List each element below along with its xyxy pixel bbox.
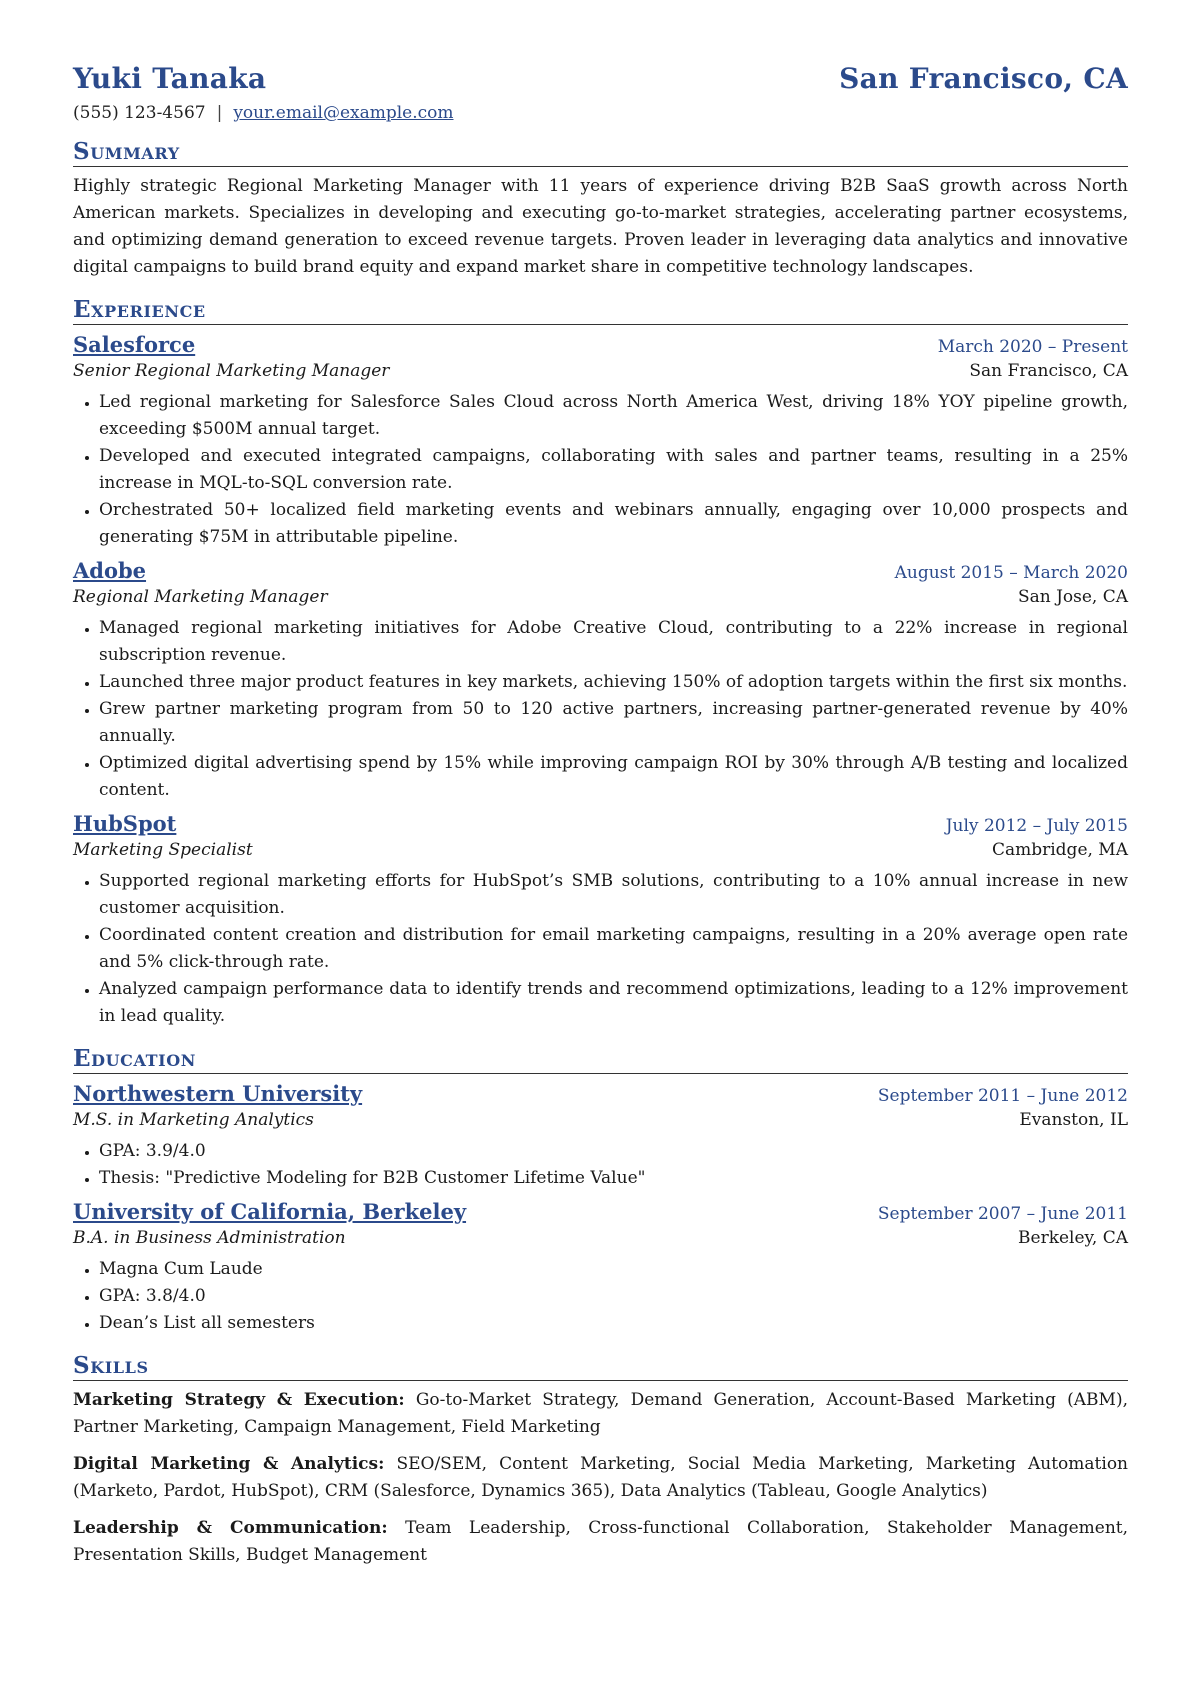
experience-entry — [73, 558, 1128, 804]
education-entry — [73, 1081, 1128, 1192]
experience-bullet: • Supported regional marketing efforts for HubSpot’s SMB solutions, contributing to a 10% annual increase in new customer acquisition. — [99, 868, 1128, 922]
experience-org-link[interactable]: HubSpot — [73, 811, 177, 836]
experience-bullet: • Orchestrated 50+ localized field marketing events and webinars annually, engaging over 10,000 prospects and generating $75M in attributable pipeline. — [99, 497, 1128, 551]
experience-bullet: • Optimized digital advertising spend by 15% while improving campaign ROI by 30% through A/B testing and localized content. — [99, 750, 1128, 804]
section-title-skills: Skills — [73, 1353, 1128, 1381]
education-location: Berkeley, CA — [1018, 1228, 1128, 1248]
experience-bullet: • Developed and executed integrated campaigns, collaborating with sales and partner teams, resulting in a 25% increase in MQL-to-SQL conversion rate. — [99, 443, 1128, 497]
experience-bullet-list — [73, 868, 1128, 1030]
skills-list — [73, 1387, 1128, 1569]
skill-value: Team Leadership, Cross-functional Collaboration, Stakeholder Management, Presentation Skills, Budget Management — [73, 1518, 1129, 1565]
experience-entry — [73, 811, 1128, 1030]
experience-bullet: • Grew partner marketing program from 50 to 120 active partners, increasing partner-generated revenue by 40% annually. — [99, 696, 1128, 750]
experience-location: Cambridge, MA — [991, 840, 1128, 860]
section-title-experience: Experience — [73, 297, 1128, 325]
education-dates: September 2011 – June 2012 — [877, 1086, 1128, 1106]
experience-bullet: • Managed regional marketing initiatives for Adobe Creative Cloud, contributing to a 22% increase in regional subscription revenue. — [99, 615, 1128, 669]
skill-value: Go-to-Market Strategy, Demand Generation, Account-Based Marketing (ABM), Partner Marketing, Campaign Management, Field Marketing — [73, 1390, 1128, 1437]
phone-number: (555) 123-4567 — [73, 103, 206, 123]
experience-entry — [73, 332, 1128, 551]
experience-location: San Francisco, CA — [969, 361, 1128, 381]
candidate-name: Yuki Tanaka — [73, 62, 267, 95]
education-location: Evanston, IL — [1019, 1110, 1128, 1130]
contact-line — [73, 103, 1128, 123]
experience-entry-subheader — [73, 587, 1128, 607]
experience-bullet: • Led regional marketing for Salesforce Sales Cloud across North America West, driving 18% YOY pipeline growth, exceeding $500M annual target. — [99, 389, 1128, 443]
education-list — [73, 1081, 1128, 1337]
skill-value: SEO/SEM, Content Marketing, Social Media Marketing, Marketing Automation (Marketo, Pardot, HubSpot), CRM (Salesforce, Dynamics 365), Data Analytics (Tableau, Google Analytics) — [73, 1454, 1129, 1501]
experience-bullet: • Coordinated content creation and distribution for email marketing campaigns, resulting in a 20% average open rate and 5% click-through rate. — [99, 922, 1128, 976]
experience-entry-subheader — [73, 361, 1128, 381]
experience-role: Senior Regional Marketing Manager — [73, 361, 390, 381]
experience-entry-header — [73, 811, 1128, 836]
section-title-education: Education — [73, 1046, 1128, 1074]
education-entry-header — [73, 1081, 1128, 1106]
education-org-link[interactable]: University of California, Berkeley — [73, 1199, 467, 1224]
education-bullet: • Dean’s List all semesters — [99, 1310, 1128, 1337]
experience-bullet-list — [73, 389, 1128, 551]
skill-line — [73, 1451, 1128, 1505]
experience-org-link[interactable]: Adobe — [73, 558, 147, 583]
education-org-link[interactable]: Northwestern University — [73, 1081, 363, 1106]
experience-entry-subheader — [73, 840, 1128, 860]
education-bullet: • GPA: 3.8/4.0 — [99, 1283, 1128, 1310]
experience-dates: March 2020 – Present — [937, 337, 1128, 357]
experience-bullet-list — [73, 615, 1128, 804]
education-entry — [73, 1199, 1128, 1337]
education-dates: September 2007 – June 2011 — [877, 1204, 1128, 1224]
contact-separator: | — [216, 103, 223, 123]
candidate-location: San Francisco, CA — [839, 62, 1128, 95]
education-role: B.A. in Business Administration — [73, 1228, 346, 1248]
skill-label: Digital Marketing & Analytics: — [73, 1454, 385, 1474]
skill-line — [73, 1515, 1128, 1569]
section-title-summary: Summary — [73, 139, 1128, 167]
resume-header — [73, 62, 1128, 95]
education-bullet: • Magna Cum Laude — [99, 1256, 1128, 1283]
education-entry-header — [73, 1199, 1128, 1224]
experience-dates: August 2015 – March 2020 — [894, 563, 1128, 583]
experience-role: Marketing Specialist — [73, 840, 253, 860]
education-entry-subheader — [73, 1228, 1128, 1248]
experience-role: Regional Marketing Manager — [73, 587, 328, 607]
education-role: M.S. in Marketing Analytics — [73, 1110, 314, 1130]
experience-bullet: • Launched three major product features in key markets, achieving 150% of adoption targets within the first six months. — [99, 669, 1128, 696]
education-bullet-list — [73, 1138, 1128, 1192]
skill-line — [73, 1387, 1128, 1441]
education-bullet: • GPA: 3.9/4.0 — [99, 1138, 1128, 1165]
email-link[interactable]: your.email@example.com — [233, 103, 454, 123]
resume-page — [73, 62, 1128, 1569]
education-bullet-list — [73, 1256, 1128, 1337]
experience-bullet: • Analyzed campaign performance data to identify trends and recommend optimizations, leading to a 12% improvement in lead quality. — [99, 976, 1128, 1030]
experience-org-link[interactable]: Salesforce — [73, 332, 196, 357]
education-bullet: • Thesis: "Predictive Modeling for B2B Customer Lifetime Value" — [99, 1165, 1128, 1192]
education-entry-subheader — [73, 1110, 1128, 1130]
experience-list — [73, 332, 1128, 1030]
summary-text: Highly strategic Regional Marketing Manager with 11 years of experience driving B2B SaaS growth across North American markets. Specializes in developing and executing go-to-market strategies, accelerating partner ecosystems, and optimizing demand generation to exceed revenue targets. Proven leader in leveraging data analytics and innovative digital campaigns to build brand equity and expand market share in competitive technology landscapes. — [73, 176, 1128, 277]
skill-label: Leadership & Communication: — [73, 1518, 388, 1538]
experience-entry-header — [73, 332, 1128, 357]
experience-dates: July 2012 – July 2015 — [945, 816, 1128, 836]
experience-location: San Jose, CA — [1017, 587, 1128, 607]
skill-label: Marketing Strategy & Execution: — [73, 1390, 405, 1410]
experience-entry-header — [73, 558, 1128, 583]
